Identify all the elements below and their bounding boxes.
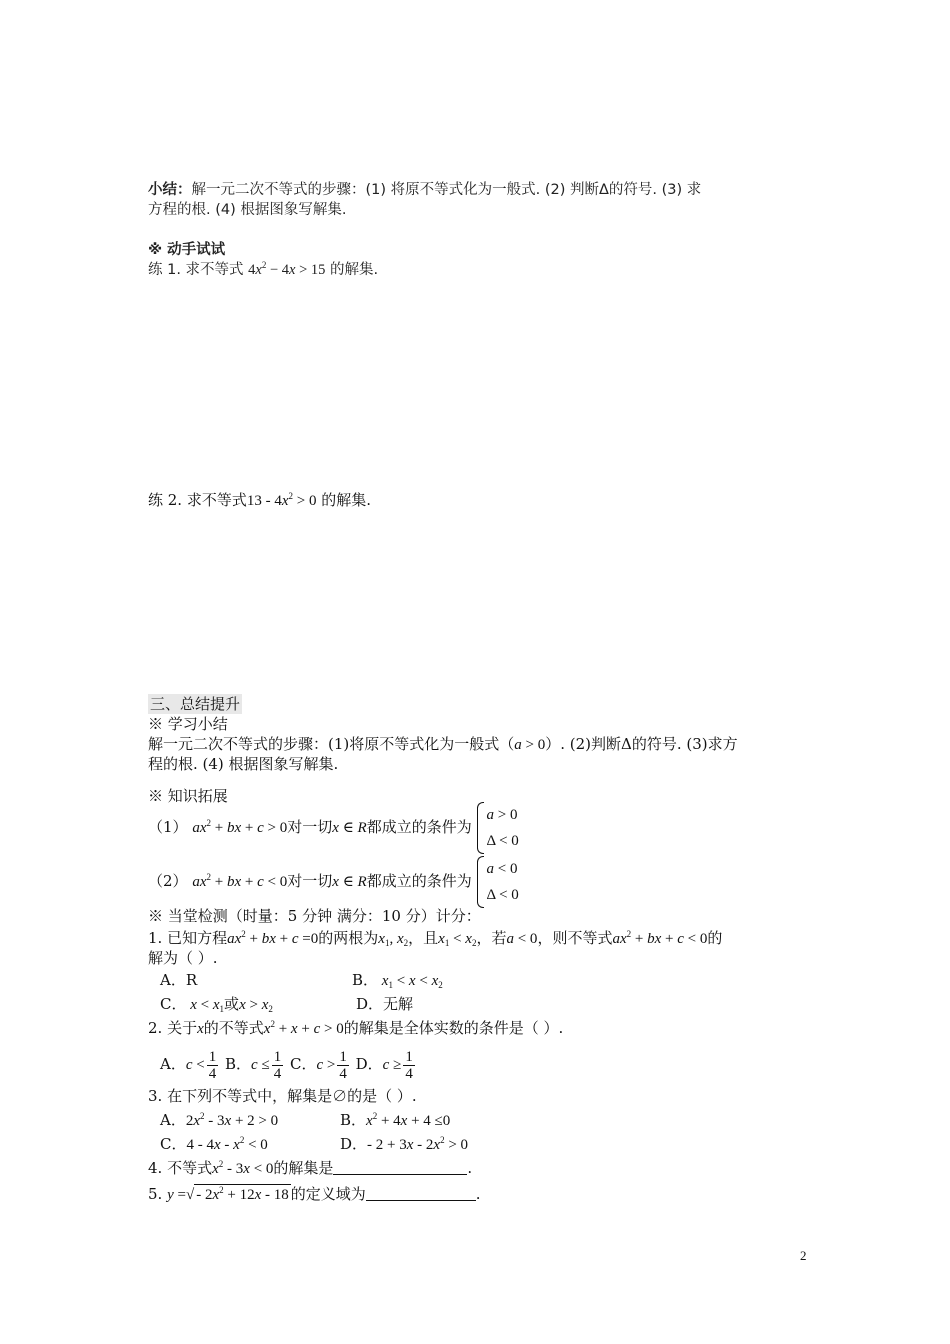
question-5: 5. y =√ - $2x^2 + 12x - 18$ 的定义域为 . [148, 1185, 481, 1203]
exercise-1-formula: $4x^2 - 4x > 15$ [248, 260, 326, 278]
q1-text-b: 的两根为 [318, 929, 379, 947]
q5-text-a: 5. [148, 1185, 163, 1203]
summary-label: 小结： [148, 182, 192, 198]
study-text-1b: ）. (2)判断Δ的符号. (3)求方 [545, 735, 738, 753]
quiz-heading: ※ 当堂检测（时量：5 分钟 满分：10 分）计分： [148, 907, 481, 925]
q5-end: . [475, 1185, 481, 1203]
q1-text-a: 1. 已知方程 [148, 929, 228, 947]
q3-option-b-label: B． [340, 1111, 367, 1129]
q2-options: A．c < $\frac{1}{4}$ B．c ≤ $\frac{1}{4}$ C．c > $\frac{1}{4}$ D．c ≥ $\frac{1}{4}$ [160, 1048, 413, 1082]
q4-end: . [467, 1159, 473, 1177]
page-number: 2 [800, 1248, 807, 1263]
practice-heading: ※ 动手试试 [148, 242, 226, 258]
study-summary-line-1: 解一元二次不等式的步骤：(1)将原不等式化为一般式（a > 0）. (2)判断Δ的符号. (3)求方 [148, 735, 738, 753]
extension-2-formula: $ax^2$ + bx + c < 0 [192, 872, 288, 890]
q1-option-c-label: C． [160, 995, 187, 1013]
question-1: 1. 已知方程$ax^2$ + bx + c =0的两根为$x_1$, $x_2$，且$x_1 < x_2$，若a < 0，则不等式$ax^2$ + bx + c < 0的 [148, 929, 723, 948]
extension-2: （2） $ax^2$ + bx + c < 0对一切x ∈ R都成立的条件为 a < 0 Δ < 0 [148, 856, 519, 908]
q2-option-b-label: B． [225, 1055, 252, 1073]
question-3: 3. 在下列不等式中，解集是∅的是（ ）. [148, 1087, 417, 1105]
study-text-1a: 解一元二次不等式的步骤：(1)将原不等式化为一般式（ [148, 735, 515, 753]
q1-option-c-or: 或 [224, 995, 240, 1013]
extension-2-mid: 对一切 [287, 872, 333, 890]
q1-text-c: ，且 [408, 929, 439, 947]
q2-text-a: 2. 关于 [148, 1019, 198, 1037]
question-1-answer-line: 解为（ ）. [148, 949, 218, 967]
exercise-1-suffix: 的解集. [330, 262, 379, 278]
q3-option-a: A．$2x^2 - 3x + 2 > 0$ [160, 1111, 279, 1129]
q4-text-a: 4. 不等式 [148, 1159, 213, 1177]
q2-option-c-label: C． [289, 1055, 317, 1073]
extension-2-system: a < 0 Δ < 0 [477, 856, 519, 908]
extension-1-end: 都成立的条件为 [366, 818, 472, 836]
q2-text-b: 的不等式 [203, 1019, 264, 1037]
q5-answer-blank[interactable] [366, 1186, 476, 1201]
exercise-2-suffix: 的解集. [321, 491, 372, 509]
q1-text-f: 的 [707, 929, 723, 947]
extension-1-formula: $ax^2$ + bx + c > 0 [192, 818, 288, 836]
exercise-1 [148, 260, 378, 280]
q2-option-a-label: A． [160, 1055, 186, 1073]
extension-2-num: （2） [148, 872, 188, 890]
exercise-1-prefix: 练 1. 求不等式 [148, 262, 244, 278]
extension-1-mid: 对一切 [287, 818, 333, 836]
q1-option-c: C． $x < x_1$或$x > x_2$ [160, 995, 273, 1014]
extension-2-end: 都成立的条件为 [366, 872, 472, 890]
section-3-title: 三、总结提升 [150, 695, 241, 713]
summary-line-1 [148, 180, 701, 200]
q1-text-d: ，若 [476, 929, 507, 947]
q1-option-b: B． $x_1 < x < x_2$ [352, 971, 443, 990]
extension-1-system: a > 0 Δ < 0 [477, 802, 519, 854]
q2-option-d-label: D． [355, 1055, 383, 1073]
exercise-2-formula: $13 - 4x^2 > 0$ [246, 491, 317, 509]
summary-line-2 [148, 200, 346, 220]
question-2: 2. 关于x的不等式$x^2 + x + c > 0$的解集是全体实数的条件是（ ）. [148, 1019, 564, 1037]
summary-text-2: 方程的根. (4) 根据图象写解集. [148, 202, 347, 218]
q3-option-b: B．$x^2 + 4x + 4 \le 0$ [340, 1111, 451, 1129]
study-summary-heading: ※ 学习小结 [148, 715, 228, 733]
q3-option-c: C．$4 - 4x - x^2 < 0$ [160, 1135, 268, 1153]
q3-option-a-label: A． [160, 1111, 186, 1129]
q3-option-c-label: C． [160, 1135, 187, 1153]
q1-option-b-label: B． [352, 971, 379, 989]
summary-text-1: 解一元二次不等式的步骤：(1) 将原不等式化为一般式. (2) 判断Δ的符号. (3) 求 [191, 182, 702, 198]
study-summary-line-2: 程的根. (4) 根据图象写解集. [148, 755, 339, 773]
exercise-2 [148, 490, 371, 511]
q1-text-e: ，则不等式 [537, 929, 613, 947]
q2-text-c: 的解集是全体实数的条件是（ ）. [343, 1019, 564, 1037]
question-4: 4. 不等式$x^2 - 3x < 0$的解集是 . [148, 1159, 473, 1177]
q5-text-b: 的定义域为 [290, 1185, 366, 1203]
q3-option-d-label: D． [340, 1135, 368, 1153]
condition-a-positive: a [514, 737, 522, 753]
q1-option-a: A．R [160, 971, 198, 989]
exercise-2-prefix: 练 2. 求不等式 [148, 491, 247, 509]
extension-1: （1） $ax^2$ + bx + c > 0对一切x ∈ R都成立的条件为 a > 0 Δ < 0 [148, 802, 519, 854]
knowledge-extension-heading: ※ 知识拓展 [148, 787, 228, 805]
q4-text-b: 的解集是 [273, 1159, 334, 1177]
extension-1-num: （1） [148, 818, 188, 836]
q1-option-d: D．无解 [356, 995, 414, 1013]
q4-answer-blank[interactable] [333, 1160, 467, 1175]
q3-option-d: D．- $2 + 3x - 2x^2 > 0$ [340, 1135, 469, 1153]
